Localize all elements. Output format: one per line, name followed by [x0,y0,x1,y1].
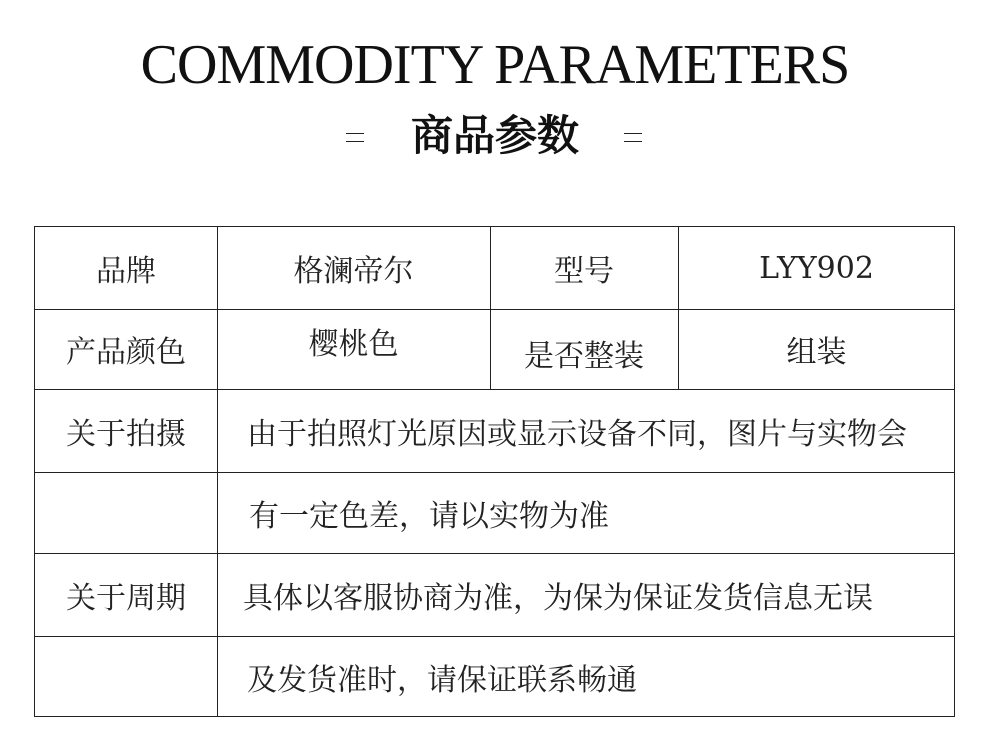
model-label: 型号 [554,254,614,289]
brand-label: 品牌 [96,254,156,289]
double-line-decoration-left [346,133,364,142]
parameters-table [34,226,955,717]
double-line-decoration-right [624,133,642,142]
cycle-note-line-2: 及发货准时，请保证联系畅通 [247,662,637,698]
assembled-value: 组装 [786,335,847,370]
model-value: LYY902 [759,250,874,286]
cycle-note-line-1: 具体以客服协商为准，为保为保证发货信息无误 [243,580,873,616]
cycle-label: 关于周期 [66,580,186,616]
color-value: 樱桃色 [308,327,399,362]
photo-note-line-2: 有一定色差，请以实物为准 [249,498,609,534]
page-subtitle-row [0,106,990,166]
page-title-en: COMMODITY PARAMETERS [140,34,850,96]
brand-value: 格澜帝尔 [293,254,414,289]
photo-label: 关于拍摄 [66,416,186,452]
photo-note-line-1: 由于拍照灯光原因或显示设备不同，图片与实物会 [247,416,907,452]
page-title-cn: 商品参数 [410,111,579,160]
assembled-label: 是否整装 [524,339,644,374]
color-label: 产品颜色 [66,335,186,370]
